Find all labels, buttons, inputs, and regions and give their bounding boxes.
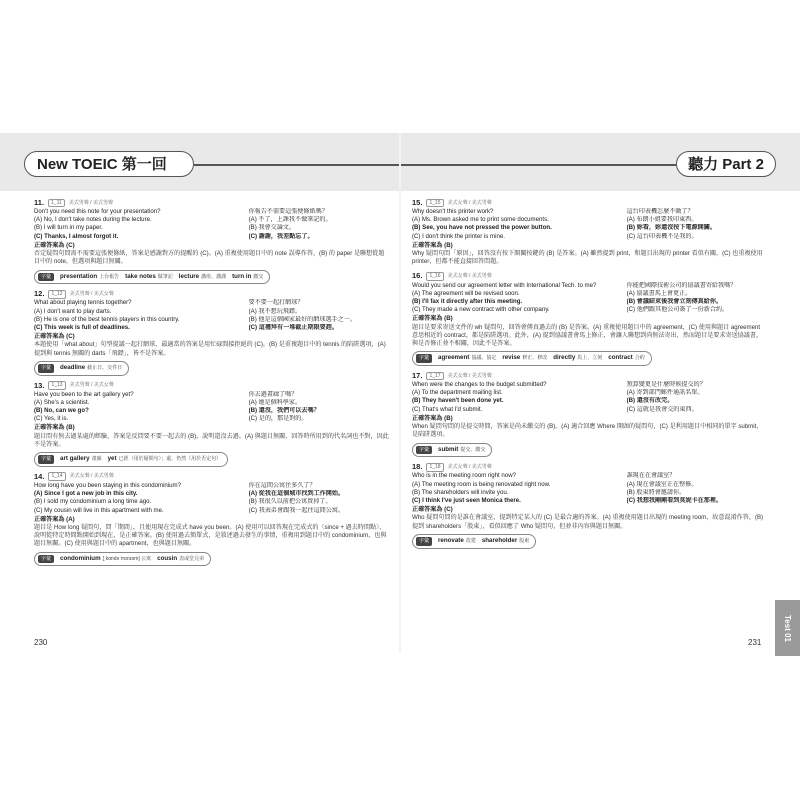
accent-label: 美式女聲 / 美式男聲: [447, 372, 492, 379]
vocab-meaning: 做筆記: [157, 273, 173, 280]
question-prompt-zh: 要不要一起打網球？: [248, 299, 304, 307]
question-block: [34, 472, 389, 567]
question-grid: [34, 391, 389, 424]
vocab-word: turn in: [232, 272, 252, 280]
vocab-item: [438, 537, 476, 545]
option-en: (B) He is one of the best tennis players in this country.: [34, 315, 180, 323]
explanation-text: 題目是要求寄送文件的 wh 疑問句，回答會傳真過去的 (B) 是答案。(A) 重複使用題目中的 agreement，(C) 使用與題目 agreement 意思相近的 contract，都是陷阱選項。此外，(A) 提到協議書會馬上修正，會讓人聯想到尚無法寄出，然而題目是要求寄送協議書，與是否修正並不相關，因此不是答案。: [412, 323, 763, 348]
vocab-tag: 字彙: [38, 555, 54, 564]
explanation-text: Why 疑問句問「原因」，回答沒有按下開關按鍵的 (B) 是答案。(A) 雖然提到 print，和題目出現的 printer 看似有關，(C) 也重複使用 printer，但都不能直接回答問題。: [412, 250, 763, 266]
left-title-line: [194, 164, 399, 166]
question-header: [34, 198, 389, 208]
accent-label: 美式男聲 / 美式男聲: [68, 199, 113, 206]
vocab-meaning: 提交、繳交: [460, 446, 486, 453]
vocab-item: [232, 273, 263, 281]
vocab-word: take notes: [125, 272, 156, 280]
vocab-word: agreement: [438, 354, 470, 362]
vocab-word: deadline: [60, 364, 86, 371]
vocab-meaning: 表或堂兄弟: [179, 555, 205, 562]
right-column: [412, 198, 767, 554]
option-zh: (C) 這禮拜有一堆截止期限要趕。: [248, 323, 338, 331]
vocab-tag: 字彙: [416, 446, 432, 455]
right-page-number: 231: [748, 638, 762, 647]
question-grid: [34, 482, 389, 515]
question-number: 17.: [412, 370, 423, 380]
question-number: 14.: [34, 471, 45, 481]
vocab-word: renovate: [438, 537, 464, 545]
explanation-text: 題目問有無去過某處的經驗，答案是反問要不要一起去的 (B)，說明還沒去過。(A) 與題目無關，回答時所用到的代名詞也不對，因此不是答案。: [34, 432, 389, 448]
accent-label: 美式女聲 / 美式男聲: [447, 463, 492, 470]
question-prompt: Don't you need this note for your presentation?: [34, 208, 161, 215]
vocab-item: [60, 555, 151, 563]
explanation-text: 題目是 How long 疑問句，問「期間」，且使用現在完成式 have you been。(A) 使用可以回答現在完成式的〈since + 過去時間點〉，說明從特定時間點開始到現在，是正確答案。(B) 使用過去簡單式，是敘述過去發生的事情，重複用到題目中的 condominium，也與題目無關。(C) 使用與題目中的 apartment，也與題目無關。: [34, 523, 387, 548]
question-block: [34, 198, 389, 284]
question-prompt: Would you send our agreement letter with International Tech. to me?: [412, 281, 597, 289]
option-zh: (A) 從我在這個城市找到工作開始。: [248, 490, 345, 498]
vocab-tag: 字彙: [38, 273, 54, 282]
option-en: (C) Thanks, I almost forgot it.: [34, 232, 119, 240]
option-zh: (C) 我想我剛剛看到莫妮卡在那裡。: [626, 496, 723, 504]
question-block: [412, 198, 767, 267]
explanation-text: 否定疑問句問需不需要這張便條紙，答案是感謝對方的提醒的 (C)。(A) 重複使用題目中的 note 誤導作答，(B) 的 paper 是聯想從題目中的 note，但選項與題目無關。: [34, 250, 385, 266]
vocab-item: [438, 354, 496, 362]
vocab-item: [60, 273, 119, 281]
option-en: (B) They haven't been done yet.: [412, 397, 504, 405]
option-en: (A) To the department mailing list.: [412, 389, 503, 397]
option-en: (C) Yes, it is.: [34, 415, 69, 423]
vocab-box: [34, 452, 228, 467]
option-zh: (C) 謝謝，我差點忘了。: [248, 232, 314, 240]
question-header: [412, 462, 767, 472]
vocab-word: art gallery: [60, 455, 90, 463]
vocab-word: condominium: [60, 554, 101, 562]
vocab-meaning: 改建: [465, 538, 476, 545]
vocab-item: [108, 455, 221, 463]
option-zh: (A) 我不想玩飛鏢。: [248, 307, 302, 315]
question-grid: [412, 472, 767, 505]
option-zh: (B) 他是這個國家最好的網球選手之一。: [248, 315, 356, 323]
question-prompt: Who is in the meeting room right now?: [412, 472, 516, 480]
question-prompt-zh: 預算變更是什麼時候提交的？: [626, 381, 706, 389]
option-en: (B) See, you have not pressed the power button.: [412, 224, 552, 232]
option-zh: (A) 協議書馬上會更正。: [626, 289, 692, 297]
vocab-item: [60, 455, 102, 463]
explanation-text: 本題使用「what about」句型提議一起打網球，最適當的答案是用忙碌間接拒絕的 (C)。(B) 是重複題目中的 tennis 的陷阱選項，(A) 提到與 tennis 無關的 darts「飛鏢」，皆不是答案。: [34, 341, 386, 357]
question-header: [34, 289, 389, 299]
track-label: 1_12: [48, 290, 65, 299]
option-en: (A) Since I got a new job in this city.: [34, 490, 138, 498]
left-column: [34, 198, 389, 571]
vocab-item: [482, 537, 529, 545]
vocab-meaning: 修正、修改: [522, 355, 548, 362]
option-en: (C) They made a new contract with other company.: [412, 306, 550, 314]
option-en: (A) No, I don't take notes during the lecture.: [34, 216, 152, 224]
left-page-title: New TOEIC 第一回: [24, 151, 194, 177]
track-label: 1_17: [426, 372, 443, 381]
question-prompt-zh: 你能把國際技術公司的協議書寄給我嗎？: [626, 281, 737, 289]
explanation-text: When 疑問句問的是提交時間，答案是尚未繳交的 (B)。(A) 適合回應 Where 開頭的疑問句，(C) 是利用題目中相同的單字 submit，是陷阱選項。: [412, 423, 763, 439]
option-zh: (C) 他們跟其他公司簽了一份新合約。: [626, 306, 729, 314]
question-grid: [412, 282, 767, 315]
vocab-meaning: 協議、協定: [471, 355, 497, 362]
option-zh: (B) 我很久以前把公寓賣掉了。: [248, 498, 332, 506]
answer-line: 正確答案為 (B): [412, 414, 453, 422]
question-number: 12.: [34, 289, 45, 299]
question-header: [34, 381, 389, 391]
question-block: [34, 381, 389, 467]
question-number: 18.: [412, 462, 423, 472]
question-prompt: How long have you been staying in this condominium?: [34, 481, 182, 489]
right-page-title: 聽力 Part 2: [676, 151, 776, 177]
option-zh: (B) 股東將會邀請你。: [626, 488, 686, 496]
question-number: 13.: [34, 380, 45, 390]
accent-label: 美式女聲 / 美式男聲: [447, 199, 492, 206]
vocab-word: shareholder: [481, 537, 518, 545]
question-prompt: When were the changes to the budget submitted?: [412, 381, 547, 389]
track-label: 1_11: [48, 199, 65, 208]
option-zh: (A) 不了，上課我不做筆記的。: [248, 216, 332, 224]
track-label: 1_13: [48, 381, 65, 390]
option-zh: (C) 這就是我會交的東西。: [626, 405, 698, 413]
question-block: [412, 462, 767, 548]
question-block: [412, 272, 767, 367]
question-grid: [412, 208, 767, 241]
vocab-tag: 字彙: [416, 354, 432, 363]
answer-line: 正確答案為 (C): [34, 241, 75, 249]
answer-line: 正確答案為 (C): [34, 333, 75, 341]
vocab-item: [608, 354, 644, 362]
question-grid: [34, 299, 389, 332]
option-zh: (C) 是的，那是對的。: [248, 415, 308, 423]
option-en: (A) I don't want to play darts.: [34, 307, 112, 315]
option-en: (C) That's what I'd submit.: [412, 405, 483, 413]
vocab-meaning: 馬上、立刻: [577, 355, 603, 362]
option-en: (A) Ms. Brown asked me to print some documents.: [412, 216, 549, 224]
vocab-word: submit: [438, 445, 459, 453]
vocab-box: [34, 552, 211, 567]
accent-label: 美式男聲 / 美式女聲: [69, 382, 114, 389]
vocab-item: [179, 273, 226, 281]
accent-label: 美式男聲 / 美式女聲: [69, 290, 114, 297]
question-number: 16.: [412, 271, 423, 281]
vocab-word: lecture: [178, 272, 200, 280]
question-prompt: Why doesn't this printer work?: [412, 208, 494, 215]
vocab-item: [438, 446, 485, 454]
question-header: [412, 371, 767, 381]
vocab-word: directly: [553, 354, 576, 362]
vocab-meaning: 畫廊: [91, 456, 102, 463]
question-prompt-zh: 你報告不需要這張便條紙嗎？: [248, 208, 328, 215]
option-zh: (B) 妳看，妳還沒按下電源開關。: [626, 224, 716, 232]
vocab-meaning: 合約: [634, 355, 645, 362]
vocab-item: [502, 354, 547, 362]
track-label: 1_18: [426, 463, 443, 472]
accent-label: 美式女聲 / 美式男聲: [447, 273, 492, 280]
answer-line: 正確答案為 (B): [412, 241, 453, 249]
question-prompt-zh: 這台印表機怎麼不動了？: [626, 208, 694, 215]
vocab-item: [553, 354, 602, 362]
answer-line: 正確答案為 (C): [412, 506, 453, 514]
question-header: [412, 198, 767, 208]
question-prompt-zh: 你在這間公寓住多久了？: [248, 481, 316, 489]
option-en: (C) I think I've just seen Monica there.: [412, 496, 521, 504]
vocab-word: yet: [107, 455, 117, 463]
question-prompt: Have you been to the art gallery yet?: [34, 390, 134, 398]
vocab-box: [412, 351, 652, 366]
question-block: [412, 371, 767, 457]
option-zh: (B) 還沒有改完。: [626, 397, 674, 405]
answer-line: 正確答案為 (A): [34, 515, 75, 523]
option-zh: (A) 她是個科學家。: [248, 398, 302, 406]
question-prompt-zh: 誰現在在會議室？: [626, 472, 676, 480]
track-label: 1_14: [48, 472, 65, 481]
option-en: (B) The shareholders will invite you.: [412, 488, 509, 496]
vocab-word: presentation: [60, 272, 98, 280]
vocab-meaning: 股東: [519, 538, 530, 545]
vocab-tag: 字彙: [38, 364, 54, 373]
page-gutter: [399, 133, 401, 653]
answer-line: 正確答案為 (B): [412, 315, 453, 323]
question-header: [34, 472, 389, 482]
option-en: (B) I sold my condominium a long time ago.: [34, 498, 152, 506]
vocab-box: [412, 443, 492, 458]
vocab-word: contract: [608, 354, 633, 362]
option-en: (A) The meeting room is being renovated right now.: [412, 480, 551, 488]
option-en: (B) I'll fax it directly after this meeting.: [412, 297, 523, 305]
vocab-item: [157, 555, 204, 563]
option-en: (C) My cousin will live in this apartment with me.: [34, 506, 164, 514]
vocab-meaning: 講座、講課: [201, 273, 227, 280]
option-en: (B) I will turn in my paper.: [34, 224, 103, 232]
question-prompt: What about playing tennis together?: [34, 299, 132, 307]
vocab-meaning: 繳交: [253, 273, 264, 280]
vocab-box: [34, 361, 129, 376]
question-grid: [412, 381, 767, 414]
option-en: (A) The agreement will be revised soon.: [412, 289, 520, 297]
option-en: (C) I don't think the printer is mine.: [412, 232, 505, 240]
option-zh: (B) 還沒，我們可以去嗎？: [248, 407, 320, 414]
question-header: [412, 272, 767, 282]
vocab-item: [125, 273, 173, 281]
vocab-meaning: 上台報告: [99, 273, 120, 280]
right-title-line: [401, 164, 676, 166]
accent-label: 美式女聲 / 美式男聲: [69, 473, 114, 480]
track-label: 1_16: [426, 272, 443, 281]
option-zh: (B) 會議結束後我會立刻傳真給你。: [626, 297, 723, 305]
question-number: 11.: [34, 197, 45, 207]
option-zh: (C) 我表弟會跟我一起住這間公寓。: [248, 506, 345, 514]
vocab-item: [60, 364, 122, 372]
question-block: [34, 289, 389, 375]
test-side-tab: Test 01: [775, 600, 800, 656]
option-en: (A) She's a scientist.: [34, 398, 90, 406]
vocab-tag: 字彙: [416, 537, 432, 546]
answer-line: 正確答案為 (B): [34, 424, 75, 432]
vocab-tag: 字彙: [38, 455, 54, 464]
left-page-number: 230: [34, 638, 48, 647]
vocab-word: cousin: [157, 554, 178, 562]
vocab-box: [34, 270, 270, 285]
option-zh: (B) 我會交論文。: [248, 224, 295, 232]
question-grid: [34, 208, 389, 241]
track-label: 1_15: [426, 199, 443, 208]
vocab-meaning: 截止日、交件日: [87, 365, 123, 371]
explanation-text: Who 疑問句問的是誰在會議室，提到特定某人的 (C) 是最合適的答案。(A) 重複使用題目出現的 meeting room，故意混淆作答，(B) 提到 shareholders「股東」，看似回應了 Who 疑問句，但並非內容與題目無關。: [412, 514, 764, 530]
question-prompt-zh: 你去過畫廊了嗎？: [248, 390, 298, 398]
vocab-box: [412, 534, 536, 549]
question-number: 15.: [412, 197, 423, 207]
option-zh: (A) 布朗小姐要我印東西。: [626, 216, 698, 224]
option-en: (B) No, can we go?: [34, 407, 89, 414]
vocab-meaning: 已經（用於疑問句）；還、仍然（用於否定句）: [118, 456, 222, 463]
option-zh: (C) 這台印表機不是我的。: [626, 232, 698, 240]
option-zh: (A) 寄到部門郵件通訊名單。: [626, 389, 704, 397]
option-zh: (A) 現在會議室正在整修。: [626, 480, 698, 488]
vocab-word: revise: [502, 354, 521, 362]
vocab-meaning: [ˌkɑndəˈmɪnɪəm] 公寓: [102, 555, 152, 562]
option-en: (C) This week is full of deadlines.: [34, 323, 130, 331]
